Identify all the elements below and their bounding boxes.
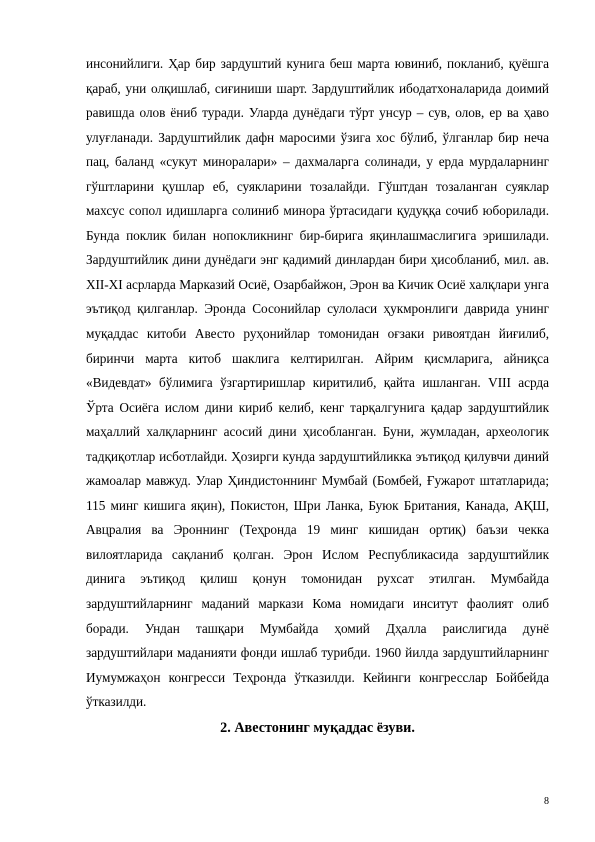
page-number: 8 — [544, 796, 549, 807]
body-paragraph: инсонийлиги. Ҳар бир зардуштий кунига беш марта ювиниб, покланиб, қуёшга қараб, уни олқишлаб, сиғиниши шарт. Зардуштийлик ибодатхоналарида доимий равишда олов ёниб туради. Уларда дунёдаги тўрт унсур – сув, олов, ер ва ҳаво улуғланади. Зардуштийлик дафн маросими ўзига хос бўлиб, ўлганлар бир неча пац, баланд «сукут миноралари» – дахмаларга солинади, у ерда мурдаларнинг гўштларини қушлар еб, суякларини тозалайди. Гўштдан тозаланган суяклар махсус сопол идишларга солиниб минора ўртасидаги қудуққа сочиб юборилади. Бунда поклик билан нопокликнинг бир-бирига яқинлашмаслигига эришилади. Зардуштийлик дини дунёдаги энг қадимий динлардан бири ҳисобланиб, мил. ав. XII-XI асрларда Марказий Осиё, Озарбайжон, Эрон ва Кичик Осиё халқлари унга эътиқод қилганлар. Эронда Сосонийлар сулоласи ҳукмронлиги даврида унинг муқаддас китоби Авесто руҳонийлар томонидан оғзаки ривоятдан йиғилиб, биринчи марта китоб шаклига келтирилган. Айрим қисмларига, айниқса «Видевдат» бўлимига ўзгартиришлар киритилиб, қайта ишланган. VIII асрда Ўрта Осиёга ислом дини кириб келиб, кенг тарқалгунига қадар зардуштийлик маҳаллий халқларнинг асосий дини ҳисобланган. Буни, жумладан, археологик тадқиқотлар исботлайди. Ҳозирги кунда зардуштийликка эътиқод қилувчи диний жамоалар мавжуд. Улар Ҳиндистоннинг Мумбай (Бомбей, Ғужарот штатларида; 115 минг кишига яқин), Покистон, Шри Ланка, Буюк Британия, Канада, АҚШ, Авцралия ва Эроннинг (Теҳронда 19 минг кишидан ортиқ) баъзи чекка вилоятларида сақланиб қолган. Эрон Ислом Республикасида зардуштийлик динига эътиқод қилиш қонун томонидан рухсат этилган. Мумбайда зардуштийларнинг маданий маркази Кома номидаги инситут фаолият олиб боради. Ундан ташқари Мумбайда ҳомий Дҳалла раислигида дунё зардуштийлари маданияти фонди ишлаб турибди. 1960 йилда зардуштийларнинг Иумумжаҳон конгресси Теҳронда ўтказилди. Кейинги конгресслар Бойбейда ўтказилди. — [86, 56, 549, 710]
section-heading: 2. Авестонинг муқаддас ёзуви. — [220, 719, 415, 736]
document-page — [86, 52, 549, 739]
